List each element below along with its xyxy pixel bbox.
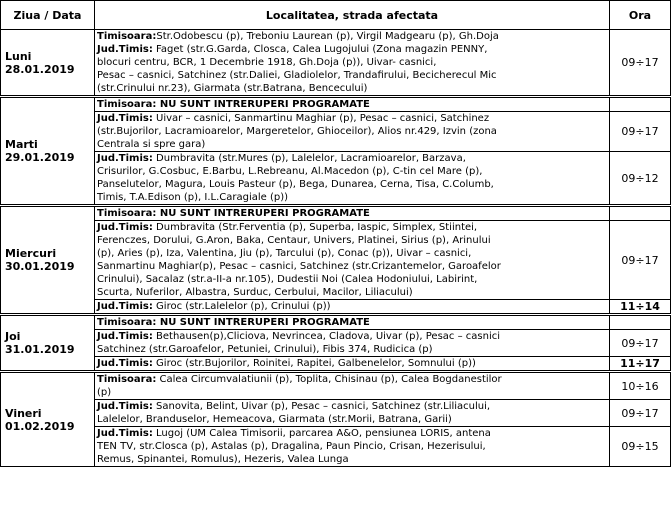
region-label: Timisoara: NU SUNT INTRERUPERI PROGRAMATE bbox=[97, 208, 370, 219]
schedule-row bbox=[1, 30, 671, 97]
streets-text: Crisurilor, G.Cosbuc, E.Barbu, L.Rebreanu, Al.Macedon (p), C-tin cel Mare (p), bbox=[97, 166, 483, 177]
day-cell bbox=[1, 372, 95, 467]
location-line bbox=[97, 112, 607, 125]
streets-text: (p) bbox=[97, 387, 112, 398]
schedule-row bbox=[1, 152, 671, 206]
region-label: Jud.Timis: bbox=[97, 401, 153, 412]
location-line bbox=[97, 138, 607, 151]
location-line bbox=[97, 373, 607, 386]
location-line bbox=[97, 427, 607, 440]
location-line bbox=[97, 207, 607, 220]
day-cell bbox=[1, 30, 95, 97]
location-cell bbox=[95, 221, 610, 300]
region-label: Jud.Timis: bbox=[97, 428, 153, 439]
region-label: Jud.Timis: bbox=[97, 44, 153, 55]
streets-text: Giroc (str.Bujorilor, Roinitei, Rapitei, Galbenelelor, Somnului (p)) bbox=[152, 358, 476, 369]
day-name: Joi bbox=[5, 330, 21, 343]
streets-text: Lugoj (UM Calea Timisorii, parcarea A&O, pensiunea LORIS, antena bbox=[152, 428, 491, 439]
location-cell bbox=[95, 372, 610, 400]
location-cell bbox=[95, 315, 610, 330]
day-cell bbox=[1, 97, 95, 206]
hour-cell bbox=[610, 97, 671, 112]
location-line bbox=[97, 221, 607, 234]
day-date: 28.01.2019 bbox=[5, 62, 75, 76]
streets-text: Dumbravita (str.Mures (p), Lalelelor, Lacramioarelor, Barzava, bbox=[152, 153, 466, 164]
region-label: Jud.Timis: bbox=[97, 301, 153, 312]
location-cell bbox=[95, 112, 610, 152]
streets-text: Dumbravita (Str.Ferventia (p), Superba, Iaspic, Simplex, Stiintei, bbox=[152, 222, 478, 233]
header-row bbox=[1, 1, 671, 30]
region-label: Timisoara: bbox=[97, 31, 157, 42]
hour-cell: 11÷17 bbox=[610, 357, 671, 372]
region-label: Jud.Timis: bbox=[97, 358, 153, 369]
region-label: Timisoara: bbox=[97, 374, 157, 385]
streets-text: Uivar – casnici, Sanmartinu Maghiar (p), Pesac – casnici, Satchinez bbox=[152, 113, 490, 124]
location-line bbox=[97, 330, 607, 343]
schedule-row bbox=[1, 330, 671, 357]
streets-text: Panselutelor, Magura, Louis Pasteur (p), Bega, Dunarea, Cerna, Tisa, C.Columb, bbox=[97, 179, 494, 190]
streets-text: Centrala si spre gara) bbox=[97, 139, 206, 150]
hour-cell: 09÷17 bbox=[610, 112, 671, 152]
streets-text: Satchinez (str.Garoafelor, Petuniei, Crinului), Fibis 374, Rudicica (p) bbox=[97, 344, 433, 355]
streets-text: (str.Bujorilor, Lacramioarelor, Margeretelor, Ghioceilor), Alios nr.429, Izvin (zona bbox=[97, 126, 497, 137]
region-label: Jud.Timis: bbox=[97, 222, 153, 233]
location-line bbox=[97, 152, 607, 165]
location-cell bbox=[95, 97, 610, 112]
location-line bbox=[97, 43, 607, 56]
location-cell bbox=[95, 300, 610, 315]
hour-cell: 09÷17 bbox=[610, 330, 671, 357]
day-name: Marti bbox=[5, 138, 38, 151]
location-line bbox=[97, 300, 607, 313]
streets-text: Timis, T.A.Edison (p), I.L.Caragiale (p)) bbox=[97, 192, 289, 203]
header-location: Localitatea, strada afectata bbox=[95, 1, 610, 30]
location-cell bbox=[95, 427, 610, 467]
day-date: 01.02.2019 bbox=[5, 419, 75, 433]
streets-text: TEN TV, str.Closca (p), Astalas (p), Dragalina, Paun Pincio, Crisan, Hezerisului, bbox=[97, 441, 486, 452]
streets-text: Giroc (str.Lalelelor (p), Crinului (p)) bbox=[152, 301, 331, 312]
day-cell bbox=[1, 315, 95, 372]
schedule-row bbox=[1, 112, 671, 152]
schedule-body bbox=[1, 30, 671, 467]
hour-cell: 11÷14 bbox=[610, 300, 671, 315]
streets-text: Scurta, Nuferilor, Albastra, Surduc, Cerbului, Macilor, Liliacului) bbox=[97, 287, 413, 298]
hour-cell: 09÷15 bbox=[610, 427, 671, 467]
location-line bbox=[97, 286, 607, 299]
day-name: Miercuri bbox=[5, 247, 57, 260]
location-line bbox=[97, 273, 607, 286]
day-date: 29.01.2019 bbox=[5, 151, 75, 164]
region-label: Jud.Timis: bbox=[97, 331, 153, 342]
location-line bbox=[97, 357, 607, 370]
region-label: Timisoara: NU SUNT INTRERUPERI PROGRAMATE bbox=[97, 99, 370, 110]
location-line bbox=[97, 413, 607, 426]
schedule-row bbox=[1, 300, 671, 315]
streets-text: Crinului), Sacalaz (str.a-II-a nr.105), Dudestii Noi (Calea Hodoniului, Labirint, bbox=[97, 274, 478, 285]
location-line bbox=[97, 400, 607, 413]
location-cell bbox=[95, 206, 610, 221]
streets-text: Lalelelor, Branduselor, Hemeacova, Giarmata (str.Morii, Batrana, Garii) bbox=[97, 414, 452, 425]
location-cell bbox=[95, 357, 610, 372]
streets-text: (p), Aries (p), Iza, Valentina, Jiu (p), Tarcului (p), Conac (p)), Uivar – casnici, bbox=[97, 248, 472, 259]
streets-text: Str.Odobescu (p), Treboniu Laurean (p), Virgil Madgearu (p), Gh.Doja bbox=[156, 31, 499, 42]
streets-text: Remus, Spinantei, Romulus), Hezeris, Valea Lunga bbox=[97, 454, 349, 465]
streets-text: Bethausen(p),Cliciova, Nevrincea, Cladova, Uivar (p), Pesac – casnici bbox=[152, 331, 501, 342]
hour-cell: 09÷17 bbox=[610, 400, 671, 427]
region-label: Timisoara: NU SUNT INTRERUPERI PROGRAMATE bbox=[97, 317, 370, 328]
location-line bbox=[97, 82, 607, 95]
schedule-row bbox=[1, 400, 671, 427]
location-line bbox=[97, 453, 607, 466]
location-line bbox=[97, 440, 607, 453]
schedule-row bbox=[1, 372, 671, 400]
day-date: 31.01.2019 bbox=[5, 343, 75, 356]
location-line bbox=[97, 178, 607, 191]
location-line bbox=[97, 343, 607, 356]
location-line bbox=[97, 165, 607, 178]
region-label: Jud.Timis: bbox=[97, 113, 153, 124]
schedule-row bbox=[1, 97, 671, 112]
location-line bbox=[97, 30, 607, 43]
region-label: Jud.Timis: bbox=[97, 153, 153, 164]
location-line bbox=[97, 260, 607, 273]
schedule-row bbox=[1, 206, 671, 221]
schedule-row bbox=[1, 357, 671, 372]
streets-text: Faget (str.G.Garda, Closca, Calea Lugojului (Zona magazin PENNY, bbox=[152, 44, 488, 55]
location-line bbox=[97, 234, 607, 247]
streets-text: Calea Circumvalatiunii (p), Toplita, Chisinau (p), Calea Bogdanestilor bbox=[156, 374, 502, 385]
streets-text: Pesac – casnici, Satchinez (str.Daliei, Gladiolelor, Trandafirului, Becicherecul Mic bbox=[97, 70, 497, 81]
header-day: Ziua / Data bbox=[1, 1, 95, 30]
day-name: Luni bbox=[5, 49, 32, 63]
location-cell bbox=[95, 330, 610, 357]
day-cell bbox=[1, 206, 95, 315]
location-cell bbox=[95, 400, 610, 427]
hour-cell: 09÷12 bbox=[610, 152, 671, 206]
header-hour: Ora bbox=[610, 1, 671, 30]
hour-cell: 09÷17 bbox=[610, 30, 671, 97]
schedule-row bbox=[1, 427, 671, 467]
schedule-row bbox=[1, 315, 671, 330]
location-line bbox=[97, 386, 607, 399]
hour-cell: 10÷16 bbox=[610, 372, 671, 400]
location-line bbox=[97, 125, 607, 138]
location-line bbox=[97, 316, 607, 329]
hour-cell: 09÷17 bbox=[610, 221, 671, 300]
location-cell bbox=[95, 152, 610, 206]
location-line bbox=[97, 191, 607, 204]
location-cell bbox=[95, 30, 610, 97]
streets-text: blocuri centru, BCR, 1 Decembrie 1918, Gh.Doja (p)), Uivar- casnici, bbox=[97, 57, 437, 68]
streets-text: Sanovita, Belint, Uivar (p), Pesac – casnici, Satchinez (str.Liliacului, bbox=[152, 401, 491, 412]
schedule-row bbox=[1, 221, 671, 300]
location-line bbox=[97, 98, 607, 111]
location-line bbox=[97, 69, 607, 82]
hour-cell bbox=[610, 315, 671, 330]
location-line bbox=[97, 56, 607, 69]
streets-text: (str.Crinului nr.23), Giarmata (str.Batrana, Bencecului) bbox=[97, 83, 368, 94]
streets-text: Sanmartinu Maghiar(p), Pesac – casnici, Satchinez (str.Crizantemelor, Garoafelor bbox=[97, 261, 501, 272]
day-name: Vineri bbox=[5, 406, 42, 420]
hour-cell bbox=[610, 206, 671, 221]
day-date: 30.01.2019 bbox=[5, 260, 75, 273]
streets-text: Ferenczes, Dorului, G.Aron, Baka, Centaur, Univers, Platinei, Sirius (p), Arinului bbox=[97, 235, 491, 246]
location-line bbox=[97, 247, 607, 260]
